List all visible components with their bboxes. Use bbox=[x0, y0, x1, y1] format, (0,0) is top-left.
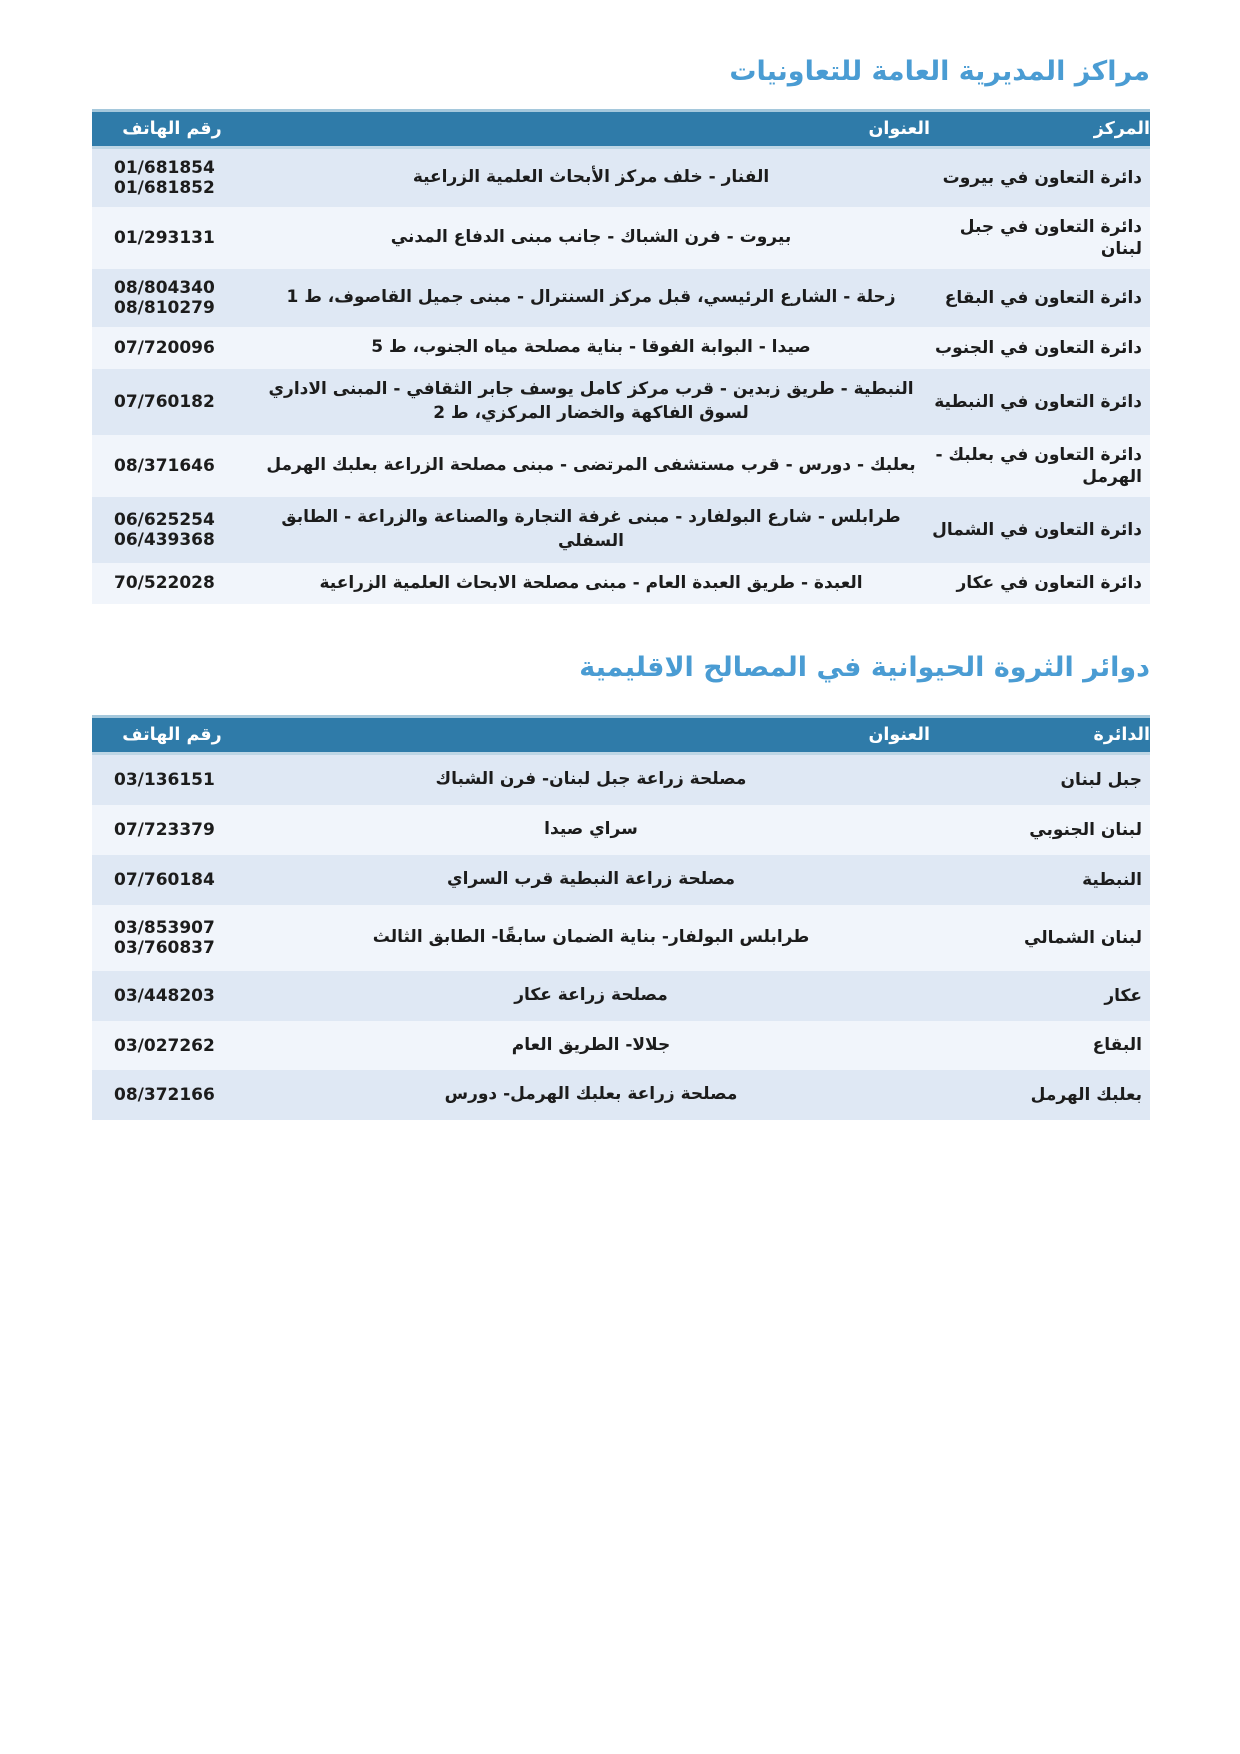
table-row bbox=[92, 971, 1150, 1021]
table-row bbox=[92, 805, 1150, 855]
table-row bbox=[92, 497, 1150, 563]
column-header-department: الدائرة bbox=[930, 717, 1150, 754]
phone-cell bbox=[92, 207, 252, 269]
phone-cell bbox=[92, 855, 252, 905]
section-title: مراكز المديرية العامة للتعاونيات bbox=[729, 56, 1150, 87]
phone-cell bbox=[92, 1070, 252, 1120]
address-cell: زحلة - الشارع الرئيسي، قبل مركز السنترال - مبنى جميل القاصوف، ط 1 bbox=[286, 287, 896, 308]
table-row bbox=[92, 269, 1150, 327]
table-row bbox=[92, 327, 1150, 369]
address-cell: جلالا- الطريق العام bbox=[511, 1034, 671, 1055]
entity-cell: دائرة التعاون في جبل لبنان bbox=[959, 217, 1142, 260]
phone-number: 01/293131 bbox=[114, 228, 215, 249]
entity-cell: دائرة التعاون في بعلبك - الهرمل bbox=[935, 444, 1142, 487]
phone-number: 08/372166 bbox=[114, 1085, 215, 1106]
phone-number: 08/804340 bbox=[114, 278, 215, 299]
entity-cell: دائرة التعاون في الشمال bbox=[932, 519, 1142, 540]
address-cell: صيدا - البوابة الفوقا - بناية مصلحة مياه الجنوب، ط 5 bbox=[371, 337, 811, 358]
address-cell: مصلحة زراعة جبل لبنان- فرن الشباك bbox=[435, 769, 747, 790]
table-row bbox=[92, 435, 1150, 497]
table-row bbox=[92, 855, 1150, 905]
entity-cell: دائرة التعاون في النبطية bbox=[934, 391, 1142, 412]
entity-cell: بعلبك الهرمل bbox=[1030, 1085, 1142, 1106]
address-cell: طرابلس البولفار- بناية الضمان سابقًا- الطابق الثالث bbox=[372, 926, 810, 947]
phone-cell bbox=[92, 369, 252, 435]
entity-cell: دائرة التعاون في بيروت bbox=[942, 168, 1142, 188]
section-animal-resources-departments bbox=[92, 652, 1150, 1120]
column-header-address: العنوان bbox=[252, 111, 930, 148]
table-header-row bbox=[92, 717, 1150, 754]
phone-number: 03/448203 bbox=[114, 985, 215, 1006]
address-cell: سراي صيدا bbox=[544, 819, 638, 840]
phone-number: 03/027262 bbox=[114, 1035, 215, 1056]
phone-number: 08/810279 bbox=[114, 298, 215, 319]
address-cell: طرابلس - شارع البولفارد - مبنى غرفة التجارة والصناعة والزراعة - الطابق السفلي bbox=[281, 506, 901, 551]
address-cell: الفنار - خلف مركز الأبحاث العلمية الزراعية bbox=[412, 167, 770, 188]
animal-resources-directory-table bbox=[92, 715, 1150, 1120]
table-row bbox=[92, 905, 1150, 971]
phone-number: 03/136151 bbox=[114, 770, 215, 791]
phone-number: 01/681852 bbox=[114, 178, 215, 199]
phone-cell bbox=[92, 805, 252, 855]
table-row bbox=[92, 148, 1150, 208]
cooperatives-directory-table bbox=[92, 109, 1150, 604]
table-row bbox=[92, 1021, 1150, 1071]
entity-cell: دائرة التعاون في البقاع bbox=[944, 288, 1142, 309]
entity-cell: دائرة التعاون في عكار bbox=[956, 573, 1142, 594]
entity-cell: لبنان الشمالي bbox=[1024, 927, 1142, 948]
phone-number: 06/625254 bbox=[114, 509, 215, 530]
address-cell: النبطية - طريق زبدين - قرب مركز كامل يوسف جابر الثقافي - المبنى الاداري لسوق الفاكهة والخضار المركزي، ط 2 bbox=[268, 379, 914, 423]
entity-cell: النبطية bbox=[1082, 869, 1142, 890]
address-cell: بيروت - فرن الشباك - جانب مبنى الدفاع المدني bbox=[390, 227, 792, 248]
entity-cell: جبل لبنان bbox=[1060, 770, 1142, 791]
phone-number: 06/439368 bbox=[114, 529, 215, 550]
address-cell: العبدة - طريق العبدة العام - مبنى مصلحة الابحاث العلمية الزراعية bbox=[319, 572, 863, 593]
phone-number: 03/853907 bbox=[114, 917, 215, 938]
column-header-center: المركز bbox=[930, 111, 1150, 148]
entity-cell: عكار bbox=[1104, 985, 1142, 1006]
address-cell: مصلحة زراعة النبطية قرب السراي bbox=[447, 868, 735, 889]
entity-cell: لبنان الجنوبي bbox=[1029, 819, 1142, 840]
phone-number: 70/522028 bbox=[114, 573, 215, 594]
address-cell: بعلبك - دورس - قرب مستشفى المرتضى - مبنى مصلحة الزراعة بعلبك الهرمل bbox=[266, 454, 916, 475]
table-row bbox=[92, 1070, 1150, 1120]
column-header-address: العنوان bbox=[252, 717, 930, 754]
table-row bbox=[92, 369, 1150, 435]
phone-cell bbox=[92, 905, 252, 971]
phone-number: 07/723379 bbox=[114, 820, 215, 841]
section-cooperatives-centers bbox=[92, 56, 1150, 604]
phone-number: 08/371646 bbox=[114, 455, 215, 476]
phone-cell bbox=[92, 269, 252, 327]
phone-number: 01/681854 bbox=[114, 158, 215, 178]
phone-number: 07/760184 bbox=[114, 869, 215, 890]
phone-cell bbox=[92, 563, 252, 605]
address-cell: مصلحة زراعة بعلبك الهرمل- دورس bbox=[444, 1084, 738, 1105]
phone-cell bbox=[92, 1021, 252, 1071]
phone-cell bbox=[92, 497, 252, 563]
phone-cell bbox=[92, 754, 252, 805]
table-row bbox=[92, 754, 1150, 805]
section-title: دوائر الثروة الحيوانية في المصالح الاقليمية bbox=[579, 652, 1150, 684]
phone-cell bbox=[92, 327, 252, 369]
entity-cell: دائرة التعاون في الجنوب bbox=[935, 338, 1142, 359]
phone-number: 03/760837 bbox=[114, 937, 215, 958]
table-row bbox=[92, 563, 1150, 605]
phone-cell bbox=[92, 435, 252, 497]
phone-cell bbox=[92, 971, 252, 1021]
phone-cell bbox=[92, 148, 252, 208]
phone-number: 07/760182 bbox=[114, 391, 215, 412]
address-cell: مصلحة زراعة عكار bbox=[514, 984, 668, 1005]
phone-number: 07/720096 bbox=[114, 338, 215, 359]
column-header-phone: رقم الهاتف bbox=[92, 111, 252, 148]
entity-cell: البقاع bbox=[1092, 1035, 1142, 1056]
column-header-phone: رقم الهاتف bbox=[92, 717, 252, 754]
table-row bbox=[92, 207, 1150, 269]
table-header-row bbox=[92, 111, 1150, 148]
